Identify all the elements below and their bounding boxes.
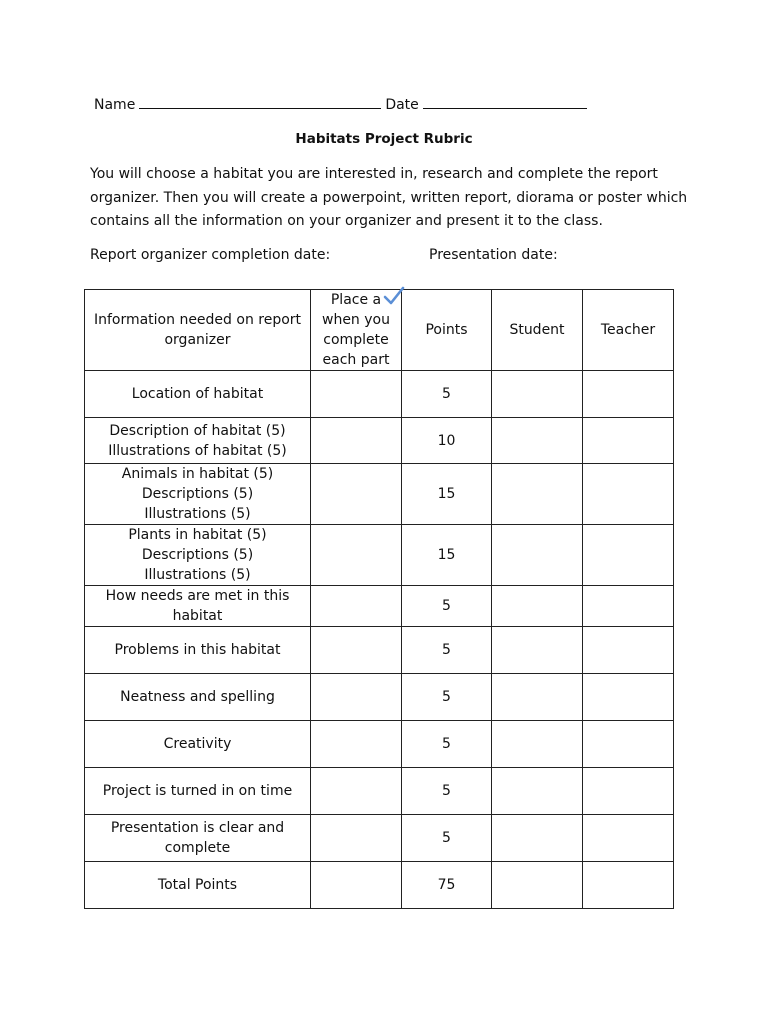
criterion-line: Description of habitat (5) (109, 422, 286, 439)
name-blank[interactable] (139, 94, 381, 109)
check-cell[interactable] (311, 815, 402, 862)
rubric-body (85, 371, 674, 909)
header-row (85, 290, 674, 371)
table-row (85, 721, 674, 768)
table-row (85, 862, 674, 909)
organizer-date-label: Report organizer completion date: (90, 247, 331, 263)
teacher-score-cell[interactable] (583, 418, 674, 464)
criterion-cell (85, 674, 311, 721)
points-cell: 75 (402, 862, 492, 909)
teacher-score-cell[interactable] (583, 627, 674, 674)
criterion-line: Presentation is clear and (110, 820, 285, 836)
table-row (85, 674, 674, 721)
check-cell[interactable] (311, 627, 402, 674)
criterion-line: Creativity (163, 736, 232, 752)
header-place-check: Place a when you complete each part (311, 290, 402, 371)
checkmark-icon (383, 286, 405, 306)
teacher-score-cell[interactable] (583, 586, 674, 627)
points-cell: 5 (402, 586, 492, 627)
points-cell: 5 (402, 371, 492, 418)
teacher-score-cell[interactable] (583, 525, 674, 586)
criterion-line: Neatness and spelling (120, 689, 275, 705)
criterion-cell (85, 525, 311, 586)
criterion-line: Animals in habitat (5) (121, 466, 274, 482)
criterion-cell (85, 464, 311, 525)
points-cell: 5 (402, 721, 492, 768)
criterion-line: Problems in this habitat (114, 642, 281, 658)
teacher-score-cell[interactable] (583, 768, 674, 815)
instructions-paragraph: You will choose a habitat you are interested in, research and complete the report organizer. Then you will create a powerpoint, written report, diorama or poster which contains all the information on your organizer and present it to the class. (90, 166, 688, 229)
table-row (85, 464, 674, 525)
criterion-cell (85, 815, 311, 862)
teacher-score-cell[interactable] (583, 815, 674, 862)
criterion-line: Location of habitat (131, 386, 264, 402)
student-score-cell[interactable] (492, 862, 583, 909)
criterion-line: complete (164, 840, 231, 856)
name-date-line (94, 94, 587, 113)
student-score-cell[interactable] (492, 815, 583, 862)
student-score-cell[interactable] (492, 721, 583, 768)
student-score-cell[interactable] (492, 371, 583, 418)
rubric-table (84, 289, 674, 909)
student-score-cell[interactable] (492, 768, 583, 815)
teacher-score-cell[interactable] (583, 674, 674, 721)
check-cell[interactable] (311, 464, 402, 525)
teacher-score-cell[interactable] (583, 371, 674, 418)
header-teacher: Teacher (583, 290, 674, 371)
dates-line (90, 247, 690, 263)
points-cell: 5 (402, 674, 492, 721)
table-row (85, 586, 674, 627)
table-row (85, 768, 674, 815)
criterion-cell (85, 721, 311, 768)
date-blank[interactable] (423, 94, 587, 109)
points-cell: 15 (402, 525, 492, 586)
student-score-cell[interactable] (492, 525, 583, 586)
page-title: Habitats Project Rubric (295, 131, 473, 147)
teacher-score-cell[interactable] (583, 721, 674, 768)
header-student: Student (492, 290, 583, 371)
points-cell: 15 (402, 464, 492, 525)
criterion-line: Total Points (157, 877, 238, 893)
criterion-line: Project is turned in on time (102, 783, 293, 799)
date-label: Date (385, 97, 419, 113)
criterion-cell (85, 768, 311, 815)
criterion-cell (85, 418, 311, 464)
criterion-line: Illustrations (5) (144, 567, 251, 583)
check-cell[interactable] (311, 674, 402, 721)
table-row (85, 627, 674, 674)
check-cell[interactable] (311, 768, 402, 815)
name-label: Name (94, 97, 136, 113)
check-cell[interactable] (311, 721, 402, 768)
criterion-line: Illustrations of habitat (5) (108, 442, 287, 459)
points-cell: 5 (402, 627, 492, 674)
criterion-line: Plants in habitat (5) (128, 527, 267, 543)
criterion-line: Illustrations (5) (144, 506, 251, 522)
criterion-cell (85, 371, 311, 418)
check-cell[interactable] (311, 586, 402, 627)
check-cell[interactable] (311, 862, 402, 909)
criterion-cell (85, 586, 311, 627)
student-score-cell[interactable] (492, 464, 583, 525)
criterion-cell (85, 627, 311, 674)
criterion-line: habitat (172, 608, 223, 624)
table-row (85, 815, 674, 862)
criterion-line: Descriptions (5) (141, 547, 254, 563)
student-score-cell[interactable] (492, 674, 583, 721)
criterion-line: How needs are met in this (105, 588, 290, 604)
header-info: Information needed on report organizer (85, 290, 311, 371)
points-cell: 10 (402, 418, 492, 464)
check-cell[interactable] (311, 418, 402, 464)
check-cell[interactable] (311, 525, 402, 586)
table-row (85, 525, 674, 586)
points-cell: 5 (402, 768, 492, 815)
check-cell[interactable] (311, 371, 402, 418)
student-score-cell[interactable] (492, 418, 583, 464)
header-points: Points (402, 290, 492, 371)
student-score-cell[interactable] (492, 586, 583, 627)
teacher-score-cell[interactable] (583, 862, 674, 909)
place-check-line: Place a (331, 290, 381, 310)
points-cell: 5 (402, 815, 492, 862)
student-score-cell[interactable] (492, 627, 583, 674)
presentation-date-label: Presentation date: (429, 247, 558, 263)
table-row (85, 418, 674, 464)
teacher-score-cell[interactable] (583, 464, 674, 525)
table-row (85, 371, 674, 418)
criterion-line: Descriptions (5) (141, 486, 254, 502)
criterion-cell (85, 862, 311, 909)
